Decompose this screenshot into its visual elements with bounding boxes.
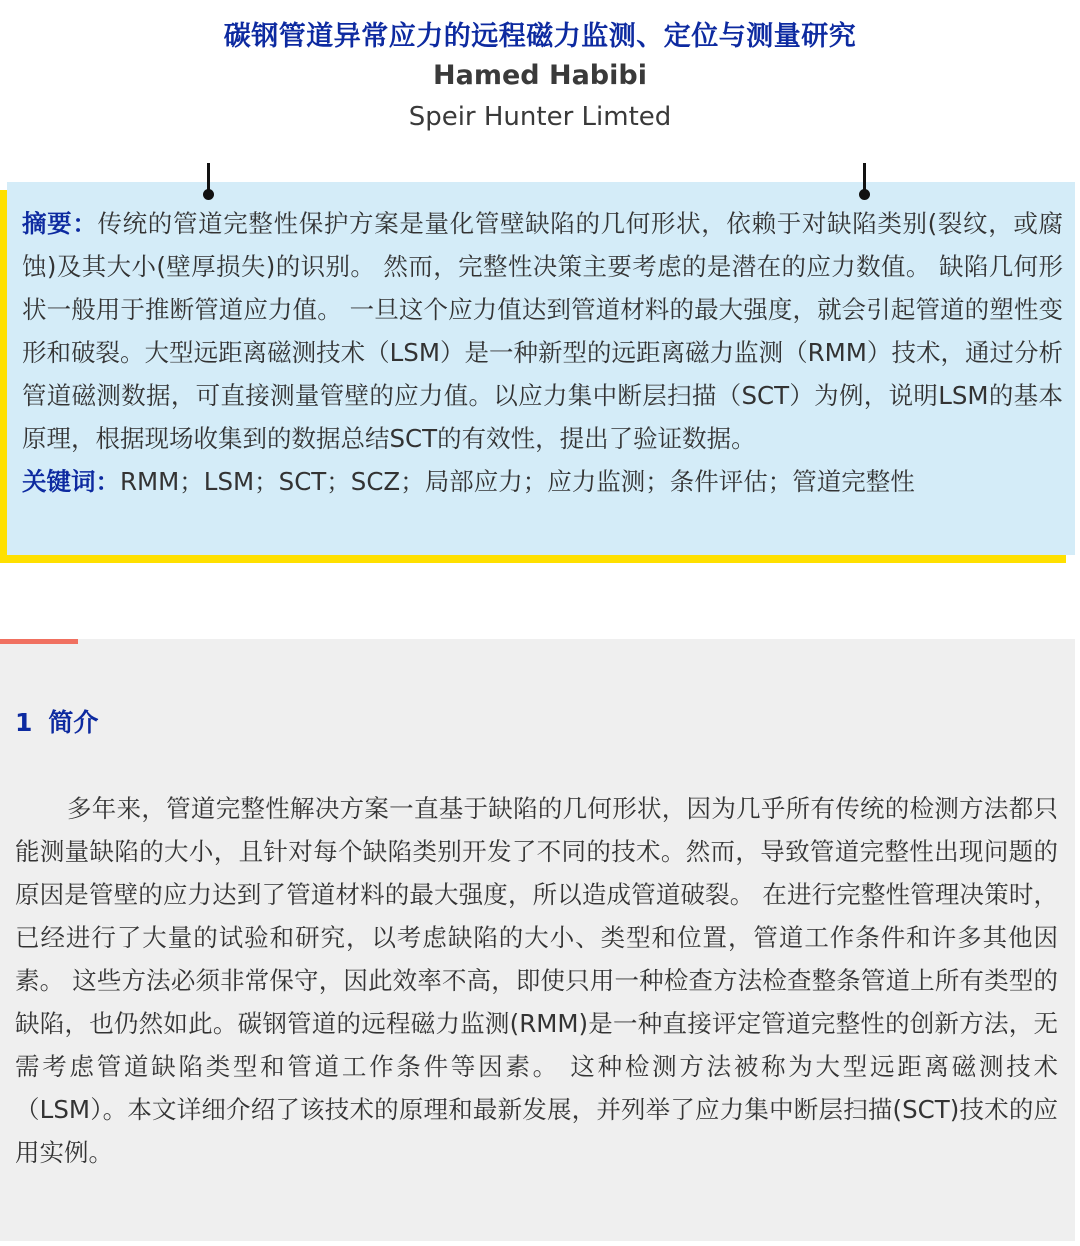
keywords-line (22, 460, 1063, 503)
introduction-section (0, 639, 1075, 1241)
section-heading (15, 703, 98, 739)
section-number: 1 (15, 708, 33, 737)
abstract-text: 传统的管道完整性保护方案是量化管壁缺陷的几何形状，依赖于对缺陷类别(裂纹，或腐蚀)及其大小(壁厚损失)的识别。 然而，完整性决策主要考虑的是潜在的应力数值。 缺陷几何形状一般用于推断管道应力值。 一旦这个应力值达到管道材料的最大强度，就会引起管道的塑性变形和破裂。大型远距离磁测技术（LSM）是一种新型的远距离磁力监测（RMM）技术，通过分析管道磁测数据，可直接测量管壁的应力值。以应力集中断层扫描（SCT）为例，说明LSM的基本原理，根据现场收集到的数据总结SCT的有效性，提出了验证数据。 (22, 209, 1064, 453)
author-affiliation: Speir Hunter Limted (408, 102, 672, 132)
pin-icon (858, 163, 870, 199)
section-divider (0, 639, 78, 644)
section-title: 简介 (48, 708, 99, 737)
abstract-label: 摘要： (22, 209, 98, 238)
abstract-paragraph (22, 202, 1063, 460)
abstract-box (7, 182, 1075, 555)
keywords-label: 关键词： (22, 467, 120, 496)
abstract-accent-bottom (0, 555, 1066, 563)
section-body: 多年来，管道完整性解决方案一直基于缺陷的几何形状，因为几乎所有传统的检测方法都只能测量缺陷的大小，且针对每个缺陷类别开发了不同的技术。然而，导致管道完整性出现问题的原因是管壁的应力达到了管道材料的最大强度，所以造成管道破裂。 在进行完整性管理决策时，已经进行了大量的试验和研究，以考虑缺陷的大小、类型和位置，管道工作条件和许多其他因素。 这些方法必须非常保守，因此效率不高，即使只用一种检查方法检查整条管道上所有类型的缺陷，也仍然如此。碳钢管道的远程磁力监测(RMM)是一种直接评定管道完整性的创新方法，无需考虑管道缺陷类型和管道工作条件等因素。 这种检测方法被称为大型远距离磁测技术（LSM）。本文详细介绍了该技术的原理和最新发展，并列举了应力集中断层扫描(SCT)技术的应用实例。 (15, 794, 1058, 1167)
pin-head (859, 189, 870, 200)
pin-head (203, 189, 214, 200)
keywords-text: RMM；LSM；SCT；SCZ；局部应力；应力监测；条件评估；管道完整性 (120, 467, 915, 496)
author-name: Hamed Habibi (433, 60, 647, 91)
article-title: 碳钢管道异常应力的远程磁力监测、定位与测量研究 (223, 21, 857, 52)
pin-icon (202, 163, 214, 199)
